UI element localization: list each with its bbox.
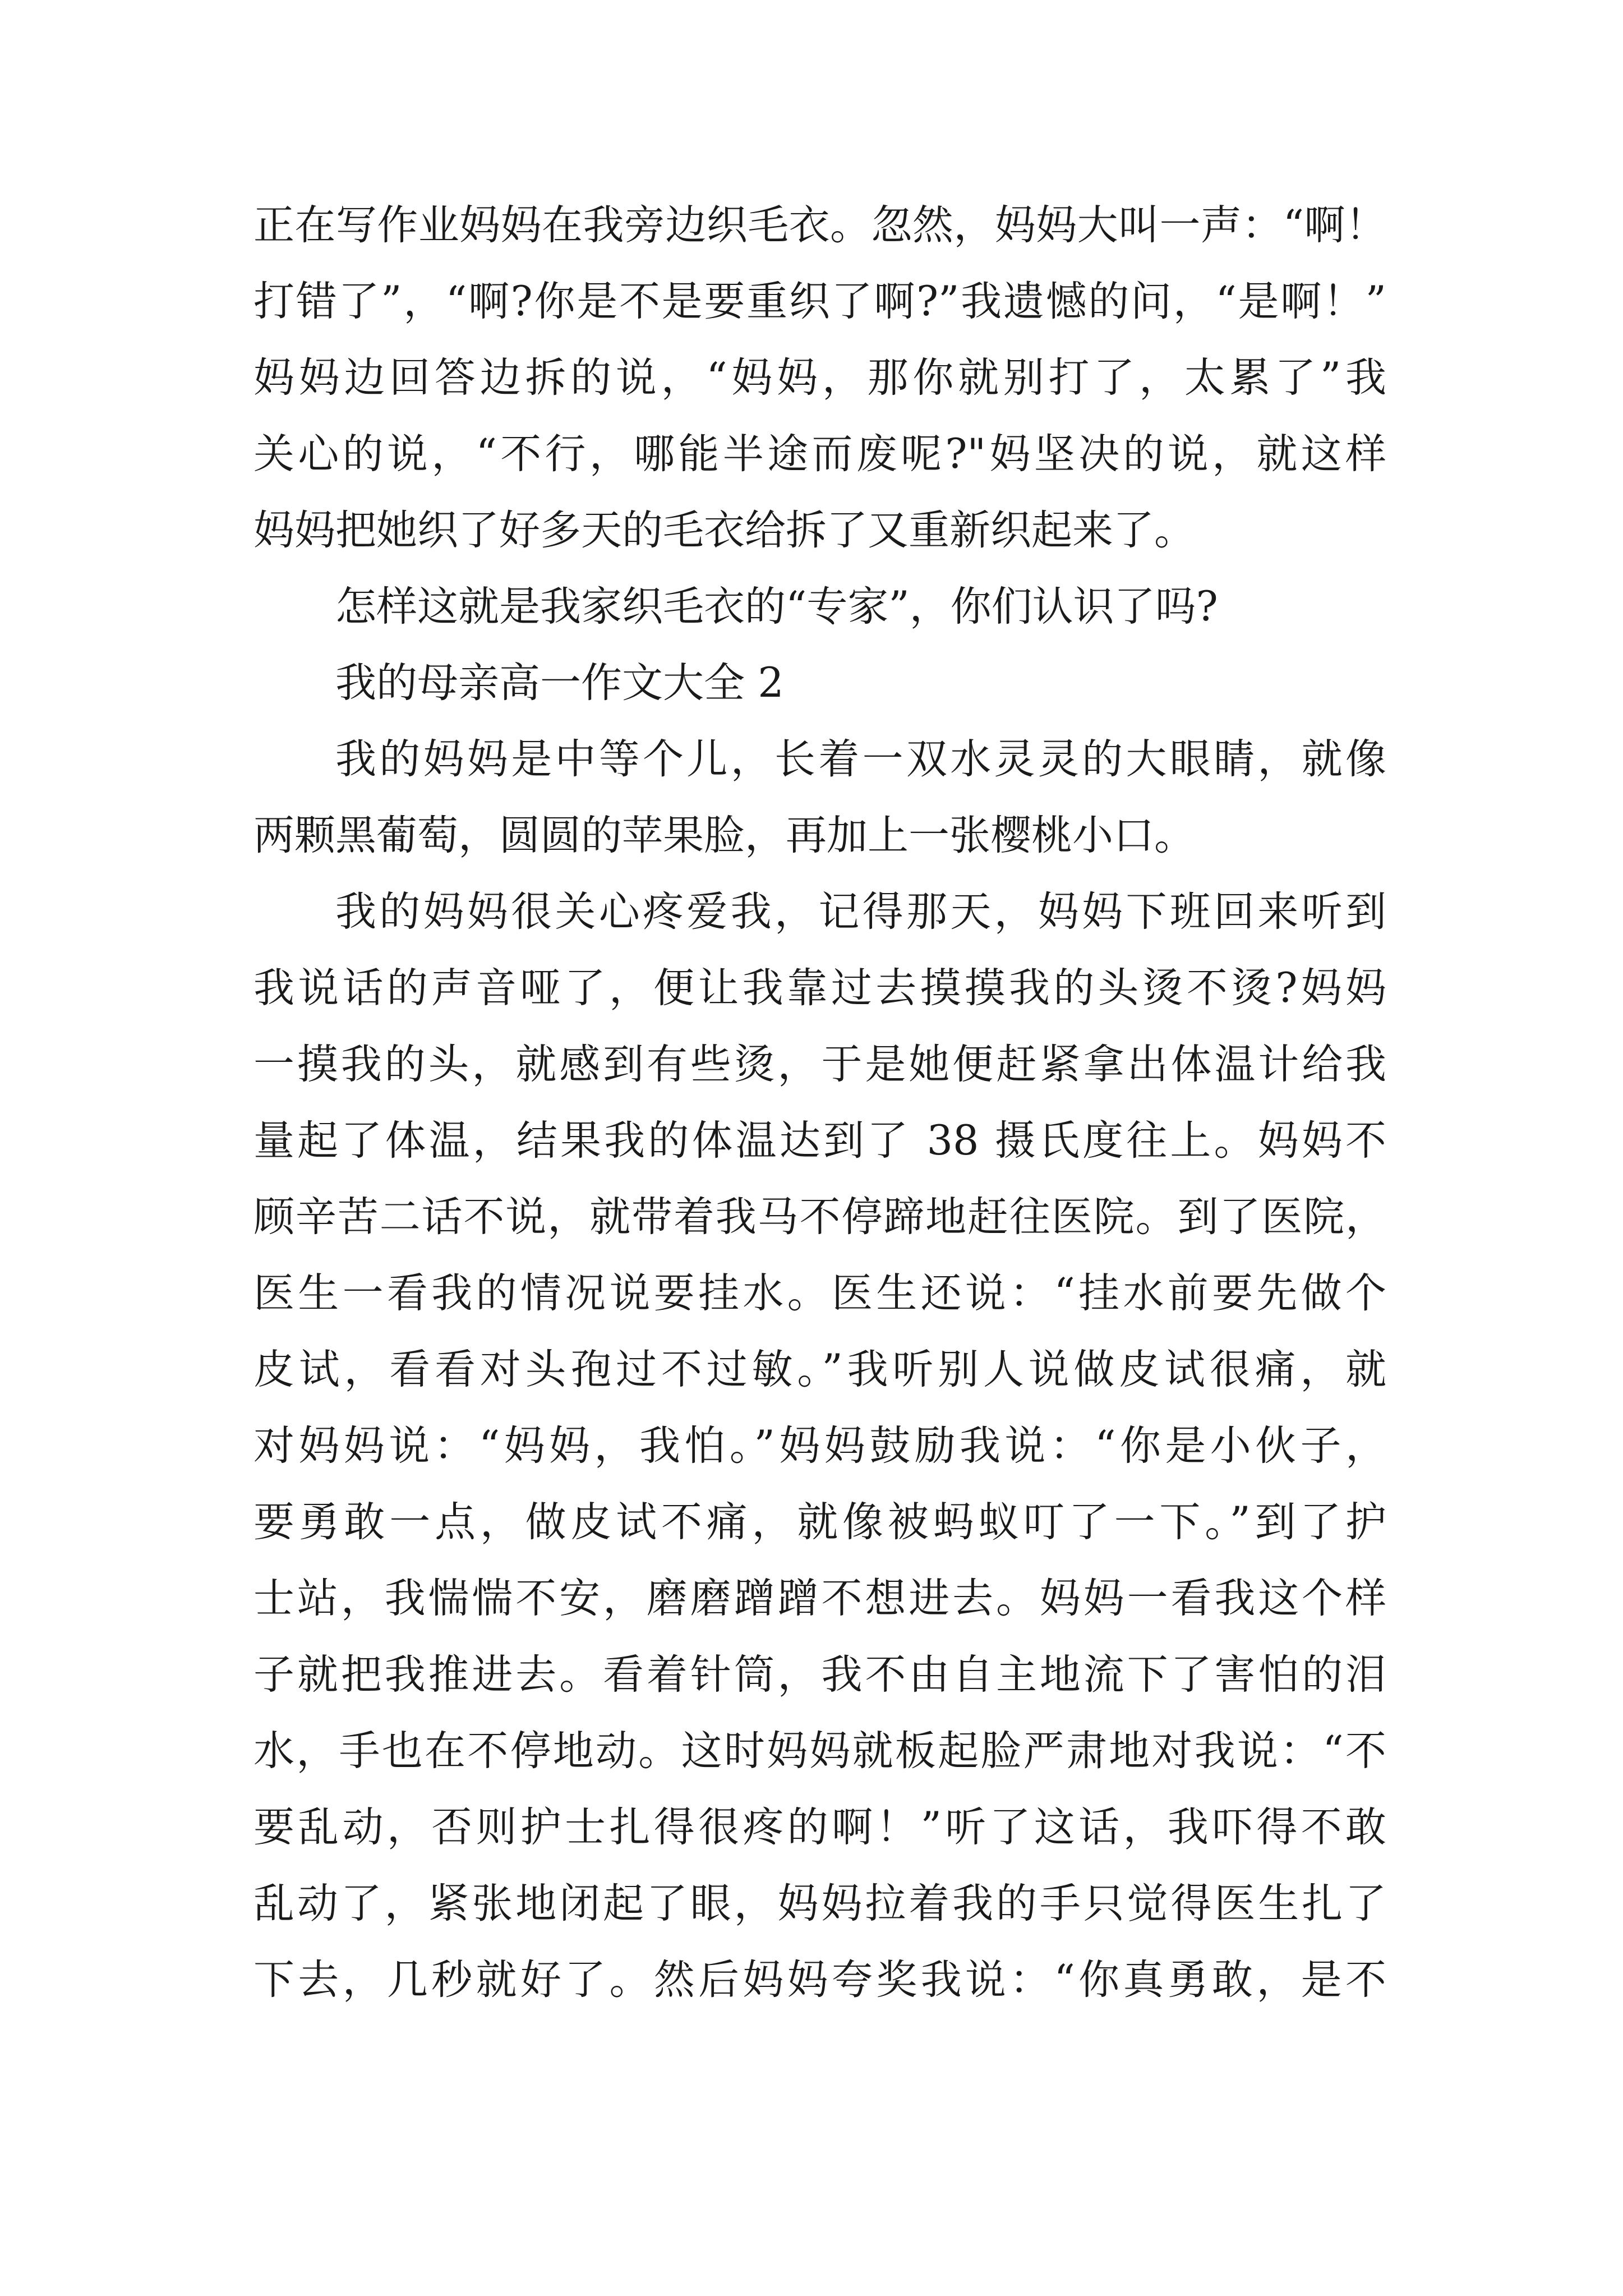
text-line: 正在写作业妈妈在我旁边织毛衣。忽然，妈妈大叫一声：“啊！ (253, 201, 1386, 249)
text-line: 皮试，看看对头孢过不过敏。”我听别人说做皮试很痛，就 (253, 1346, 1386, 1393)
text-line: 妈妈把她织了好多天的毛衣给拆了又重新织起来了。 (253, 507, 1195, 554)
text-line: 两颗黑葡萄，圆圆的苹果脸，再加上一张樱桃小口。 (253, 812, 1195, 859)
text-line: 水，手也在不停地动。这时妈妈就板起脸严肃地对我说：“不 (253, 1727, 1386, 1775)
text-line: 妈妈边回答边拆的说，“妈妈，那你就别打了，太累了”我 (253, 354, 1386, 402)
text-line: 要乱动，否则护士扎得很疼的啊！”听了这话，我吓得不敢 (253, 1803, 1386, 1851)
text-line: 我的妈妈很关心疼爱我，记得那天，妈妈下班回来听到 (335, 888, 1386, 936)
text-line: 乱动了，紧张地闭起了眼，妈妈拉着我的手只觉得医生扎了 (253, 1880, 1386, 1927)
text-line: 下去，几秒就好了。然后妈妈夸奖我说：“你真勇敢，是不 (253, 1956, 1386, 2004)
text-line: 对妈妈说：“妈妈，我怕。”妈妈鼓励我说：“你是小伙子， (253, 1422, 1386, 1470)
text-line: 量起了体温，结果我的体温达到了 38 摄氏度往上。妈妈不 (253, 1117, 1386, 1165)
text-line: 我的妈妈是中等个儿，长着一双水灵灵的大眼睛，就像 (335, 735, 1386, 783)
text-line: 我说话的声音哑了，便让我靠过去摸摸我的头烫不烫?妈妈 (253, 964, 1386, 1012)
text-line: 子就把我推进去。看着针筒，我不由自主地流下了害怕的泪 (253, 1651, 1386, 1699)
text-line: 打错了”，“啊?你是不是要重织了啊?”我遗憾的问，“是啊！” (253, 278, 1386, 325)
text-line: 顾辛苦二话不说，就带着我马不停蹄地赶往医院。到了医院， (253, 1193, 1386, 1241)
text-line: 怎样这就是我家织毛衣的“专家”，你们认识了吗? (335, 583, 1218, 631)
text-line: 士站，我惴惴不安，磨磨蹭蹭不想进去。妈妈一看我这个样 (253, 1575, 1386, 1622)
text-line: 要勇敢一点，做皮试不痛，就像被蚂蚁叮了一下。”到了护 (253, 1498, 1386, 1546)
text-line: 关心的说，“不行，哪能半途而废呢?"妈坚决的说，就这样 (253, 430, 1386, 478)
text-line: 一摸我的头，就感到有些烫，于是她便赶紧拿出体温计给我 (253, 1041, 1386, 1088)
text-line: 我的母亲高一作文大全 2 (335, 659, 784, 707)
text-line: 医生一看我的情况说要挂水。医生还说：“挂水前要先做个 (253, 1269, 1386, 1317)
